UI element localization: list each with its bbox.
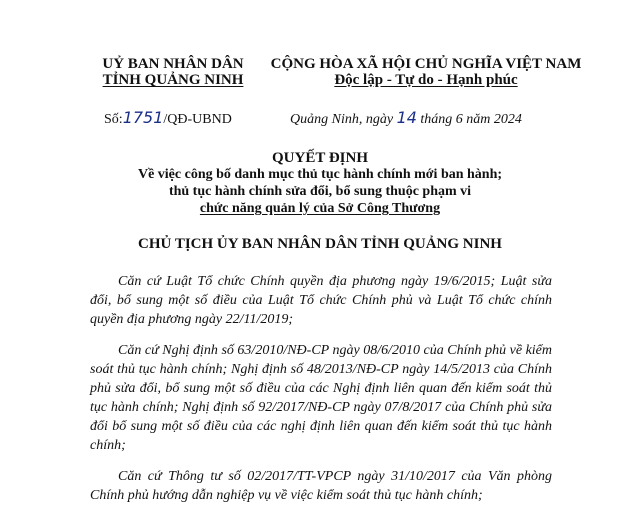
subject-line-1: Về việc công bố danh mục thủ tục hành chính mới ban hành; [137, 167, 503, 182]
doc-number-suffix: /QĐ-UBND [163, 112, 232, 127]
subject-line-3: chức năng quản lý của Sở Công Thương [199, 201, 441, 216]
date-day-handwritten: 14 [396, 108, 417, 127]
legal-basis [90, 272, 552, 505]
legal-basis-paragraph: Căn cứ Luật Tổ chức Chính quyền địa phương ngày 19/6/2015; Luật sửa đổi, bổ sung một số điều của Luật Tổ chức Chính phủ và Luật Tổ chức chính quyền địa phương ngày 22/11/2019; [90, 274, 552, 327]
legal-basis-paragraph: Căn cứ Nghị định số 63/2010/NĐ-CP ngày 08/6/2010 của Chính phủ về kiểm soát thủ tục hành chính; Nghị định số 48/2013/NĐ-CP ngày 14/5/2013 của Chính phủ sửa đổi, bổ sung một số điều của các Nghị định liên quan đến kiểm soát thủ tục hành chính; Nghị định số 92/2017/NĐ-CP ngày 07/8/2017 của Chính phủ sửa đổi bổ sung một số điều của các nghị định liên quan đến kiểm soát thủ tục hành chính; [90, 343, 552, 453]
place-date-before: Quảng Ninh, ngày [290, 112, 397, 127]
subject-line-2: thủ tục hành chính sửa đổi, bổ sung thuộc phạm vi [168, 184, 472, 199]
doc-number-handwritten: 1751 [122, 108, 164, 127]
document-title: QUYẾT ĐỊNH [272, 150, 368, 166]
document-subject [0, 166, 640, 217]
national-heading [256, 56, 596, 88]
issuing-organization [88, 56, 258, 88]
org-line-1: UỶ BAN NHÂN DÂN [102, 56, 244, 72]
doc-number-prefix: Số: [104, 112, 123, 127]
issuing-authority: CHỦ TỊCH ỦY BAN NHÂN DÂN TỈNH QUẢNG NINH [138, 236, 502, 252]
legal-basis-paragraph: Căn cứ Thông tư số 02/2017/TT-VPCP ngày 31/10/2017 của Văn phòng Chính phủ hướng dẫn nghiệp vụ về việc kiểm soát thủ tục hành chính; [90, 469, 552, 503]
place-date-after: tháng 6 năm 2024 [416, 112, 522, 127]
national-motto: Độc lập - Tự do - Hạnh phúc [334, 72, 518, 88]
nation-line-1: CỘNG HÒA XÃ HỘI CHỦ NGHĨA VIỆT NAM [270, 56, 582, 72]
place-and-date [290, 108, 522, 128]
document-number [104, 108, 232, 128]
org-line-2: TỈNH QUẢNG NINH [102, 72, 244, 88]
